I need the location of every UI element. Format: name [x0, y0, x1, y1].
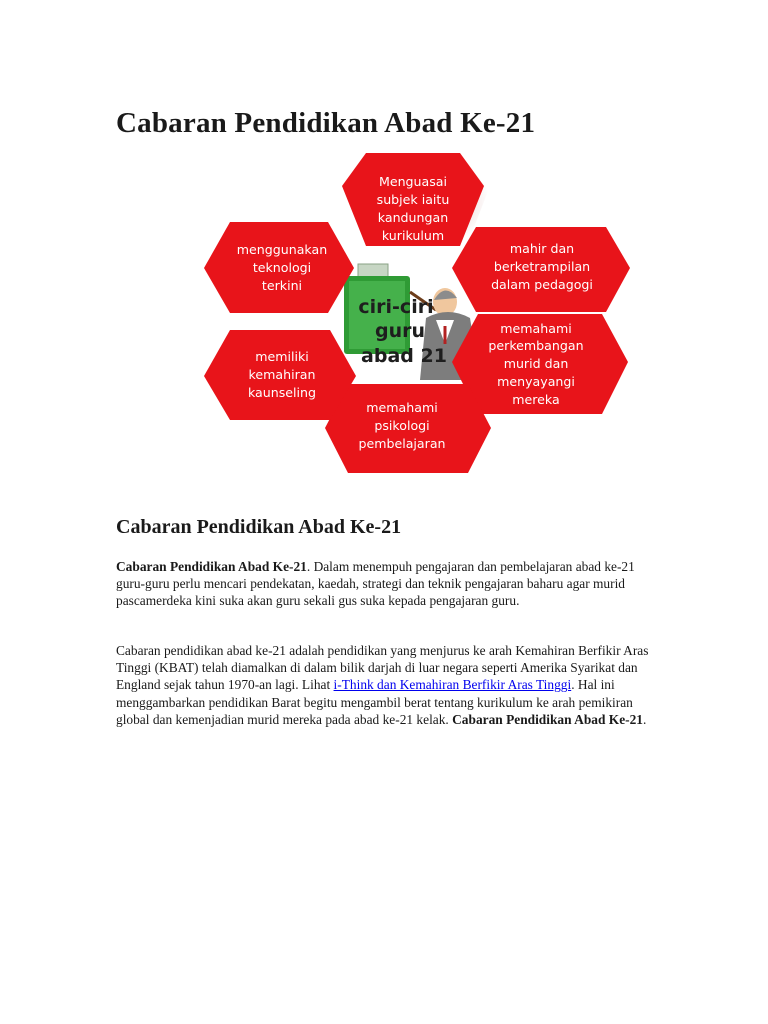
- paragraph-1-bold-lead: Cabaran Pendidikan Abad Ke-21: [116, 559, 307, 574]
- hex-5-line-1: memiliki: [255, 349, 309, 364]
- hex-3-line-1: memahami: [500, 321, 572, 336]
- hex-4-line-3: pembelajaran: [358, 436, 446, 451]
- i-think-kbat-link[interactable]: i-Think dan Kemahiran Berfikir Aras Tinggi: [333, 677, 572, 693]
- page-title: Cabaran Pendidikan Abad Ke-21: [116, 107, 536, 139]
- hexagon-teknologi-terkini: [204, 222, 354, 313]
- hex-6-line-2: teknologi: [252, 260, 312, 275]
- paragraph-1: [116, 558, 656, 610]
- paragraph-1-text: . Dalam menempuh pengajaran dan pembelajaran abad ke-21 guru-guru perlu mencari pendekatan, kaedah, strategi dan teknik pengajaran baharu agar murid pascamerdeka kini suka akan guru sekali gus suka kepada pengajaran guru.: [116, 559, 635, 609]
- hex-2-line-3: dalam pedagogi: [491, 277, 593, 292]
- ciri-guru-abad-21-diagram: [198, 150, 710, 488]
- hex-6-line-1: menggunakan: [236, 242, 328, 257]
- hexagon-memahami-perkembangan: [452, 314, 628, 414]
- section-heading: Cabaran Pendidikan Abad Ke-21: [116, 516, 402, 538]
- center-label-line-1: ciri-ciri: [358, 296, 434, 318]
- paragraph-2-end: .: [643, 711, 647, 727]
- hex-6-line-3: terkini: [261, 278, 303, 293]
- hexagon-kemahiran-kaunseling: [204, 330, 356, 420]
- hex-3-line-2: perkembangan: [488, 338, 584, 353]
- hex-3-line-4: menyayangi: [497, 374, 575, 389]
- hex-3-line-3: murid dan: [503, 356, 569, 371]
- paragraph-2-text-before-link: Cabaran pendidikan abad ke-21 adalah pendidikan yang menjurus ke arah Kemahiran Berfikir Aras Tinggi (KBAT) telah diamalkan di dalam bilik darjah di luar negara seperti Amerika Syarikat dan England sejak tahun 1970-an lagi. Lihat: [116, 643, 649, 693]
- paragraph-2: [116, 642, 656, 728]
- center-label-line-3: abad 21: [361, 345, 447, 367]
- hexagon-memahami-psikologi: [325, 384, 491, 473]
- hex-3-line-5: mereka: [512, 392, 560, 407]
- hex-2-line-1: mahir dan: [509, 241, 575, 256]
- hex-5-line-3: kaunseling: [247, 385, 317, 400]
- hex-1-line-3: kandungan: [377, 210, 449, 225]
- hex-4-line-1: memahami: [366, 400, 438, 415]
- hex-2-line-2: berketrampilan: [493, 259, 591, 274]
- hexagon-menguasai-subjek: [342, 153, 490, 248]
- center-label-line-2: guru: [374, 320, 426, 342]
- paragraph-2-text-after-link: . Hal ini menggambarkan pendidikan Barat begitu mengambil berat tentang kurikulum ke arah pemikiran global dan kemenjadian murid mereka pada abad ke-21 kelak.: [116, 677, 633, 727]
- paragraph-2-bold-tail: Cabaran Pendidikan Abad Ke-21: [452, 711, 643, 727]
- hex-4-line-2: psikologi: [374, 418, 430, 433]
- hex-1-line-4: kurikulum: [381, 228, 445, 243]
- diagram-svg: [198, 150, 710, 488]
- hex-1-line-2: subjek iaitu: [376, 192, 450, 207]
- hex-1-line-1: Menguasai: [378, 174, 448, 189]
- hexagon-mahir-berketrampilan: [452, 227, 630, 312]
- hex-5-line-2: kemahiran: [248, 367, 316, 382]
